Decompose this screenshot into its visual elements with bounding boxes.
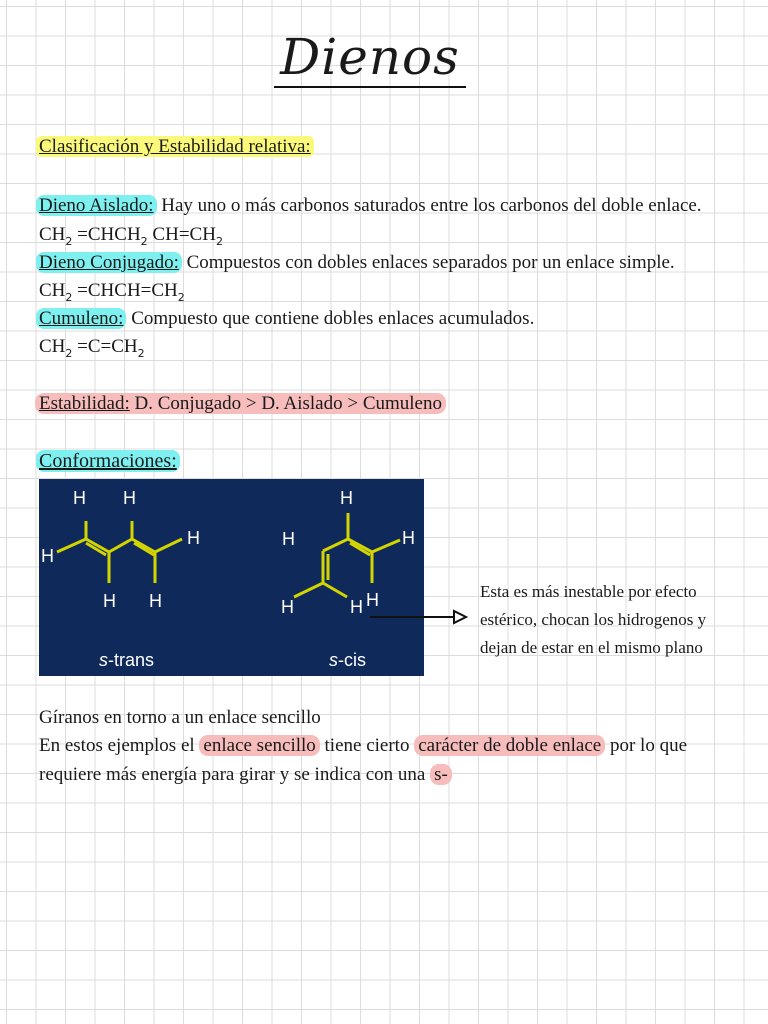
s-cis-instability-note bbox=[480, 578, 706, 662]
cumulene-formula bbox=[39, 333, 145, 363]
butadiene-conformations-diagram bbox=[39, 479, 424, 676]
text-fragment: En estos ejemplos el bbox=[39, 735, 200, 756]
diagram-background bbox=[39, 479, 424, 676]
formula-subscript: 2 bbox=[65, 291, 73, 304]
note-line: Esta es más inestable por efecto bbox=[480, 582, 697, 601]
h-atom: H bbox=[103, 591, 116, 611]
stability-highlight bbox=[35, 393, 446, 414]
cumulene-text: Compuesto que contiene dobles enlaces acumulados. bbox=[126, 308, 535, 329]
stability-line bbox=[35, 390, 446, 418]
conjugated-diene-text: Compuestos con dobles enlaces separados por un enlace simple. bbox=[181, 252, 675, 273]
single-bond-highlight: enlace sencillo bbox=[199, 735, 319, 756]
formula-part: CH bbox=[39, 224, 66, 245]
isolated-diene-label: Dieno Aislado: bbox=[36, 195, 157, 216]
formula-subscript: 2 bbox=[140, 235, 148, 248]
conformations-heading bbox=[36, 447, 180, 475]
conjugated-diene-definition bbox=[36, 249, 675, 277]
s-cis-label: s-cis bbox=[329, 650, 366, 670]
page-title bbox=[0, 28, 740, 86]
isolated-diene-definition bbox=[36, 192, 702, 220]
formula-subscript: 2 bbox=[137, 347, 145, 360]
classification-heading-text: Clasificación y Estabilidad relativa: bbox=[36, 136, 314, 157]
note-line: dejan de estar en el mismo plano bbox=[480, 638, 703, 657]
formula-part: =CHCH bbox=[72, 224, 141, 245]
h-atom: H bbox=[282, 529, 295, 549]
page-title-text: Dienos bbox=[274, 28, 466, 88]
formula-subscript: 2 bbox=[65, 347, 73, 360]
h-atom: H bbox=[350, 597, 363, 617]
isolated-diene-formula bbox=[39, 221, 223, 251]
stability-label: Estabilidad: bbox=[39, 393, 130, 414]
text-fragment: por lo que bbox=[605, 735, 688, 756]
formula-part: CH bbox=[39, 336, 66, 357]
conjugated-diene-label: Dieno Conjugado: bbox=[36, 252, 182, 273]
formula-part: CH bbox=[39, 280, 66, 301]
h-atom: H bbox=[281, 597, 294, 617]
double-bond-character-highlight: carácter de doble enlace bbox=[414, 735, 605, 756]
h-atom: H bbox=[402, 528, 415, 548]
conjugated-diene-formula bbox=[39, 277, 185, 307]
stability-order: D. Conjugado > D. Aislado > Cumuleno bbox=[129, 393, 442, 414]
h-atom: H bbox=[366, 590, 379, 610]
formula-part: =C=CH bbox=[72, 336, 138, 357]
conformations-heading-text: Conformaciones: bbox=[36, 450, 180, 472]
s-trans-label: s-trans bbox=[99, 650, 155, 670]
cumulene-label: Cumuleno: bbox=[36, 308, 126, 329]
formula-part: CH=CH bbox=[147, 224, 216, 245]
formula-subscript: 2 bbox=[177, 291, 185, 304]
formula-part: =CHCH=CH bbox=[72, 280, 178, 301]
formula-subscript: 2 bbox=[215, 235, 223, 248]
arrow-icon bbox=[370, 605, 470, 629]
isolated-diene-text: Hay uno o más carbonos saturados entre los carbonos del doble enlace. bbox=[156, 195, 702, 216]
formula-subscript: 2 bbox=[65, 235, 73, 248]
note-line: estérico, chocan los hidrogenos y bbox=[480, 610, 707, 629]
text-fragment: requiere más energía para girar y se indica con una bbox=[39, 764, 431, 785]
h-atom: H bbox=[340, 488, 353, 508]
h-atom: H bbox=[149, 591, 162, 611]
h-atom: H bbox=[73, 488, 86, 508]
h-atom: H bbox=[123, 488, 136, 508]
h-atom: H bbox=[187, 528, 200, 548]
explanation-line-1 bbox=[39, 732, 687, 760]
classification-heading bbox=[36, 133, 314, 161]
text-fragment: tiene cierto bbox=[319, 735, 415, 756]
s-prefix-highlight: s- bbox=[430, 764, 452, 785]
explanation-line-2 bbox=[39, 761, 452, 789]
h-atom: H bbox=[41, 546, 54, 566]
cumulene-definition bbox=[36, 305, 534, 333]
rotation-sentence: Gíranos en torno a un enlace sencillo bbox=[39, 707, 321, 728]
